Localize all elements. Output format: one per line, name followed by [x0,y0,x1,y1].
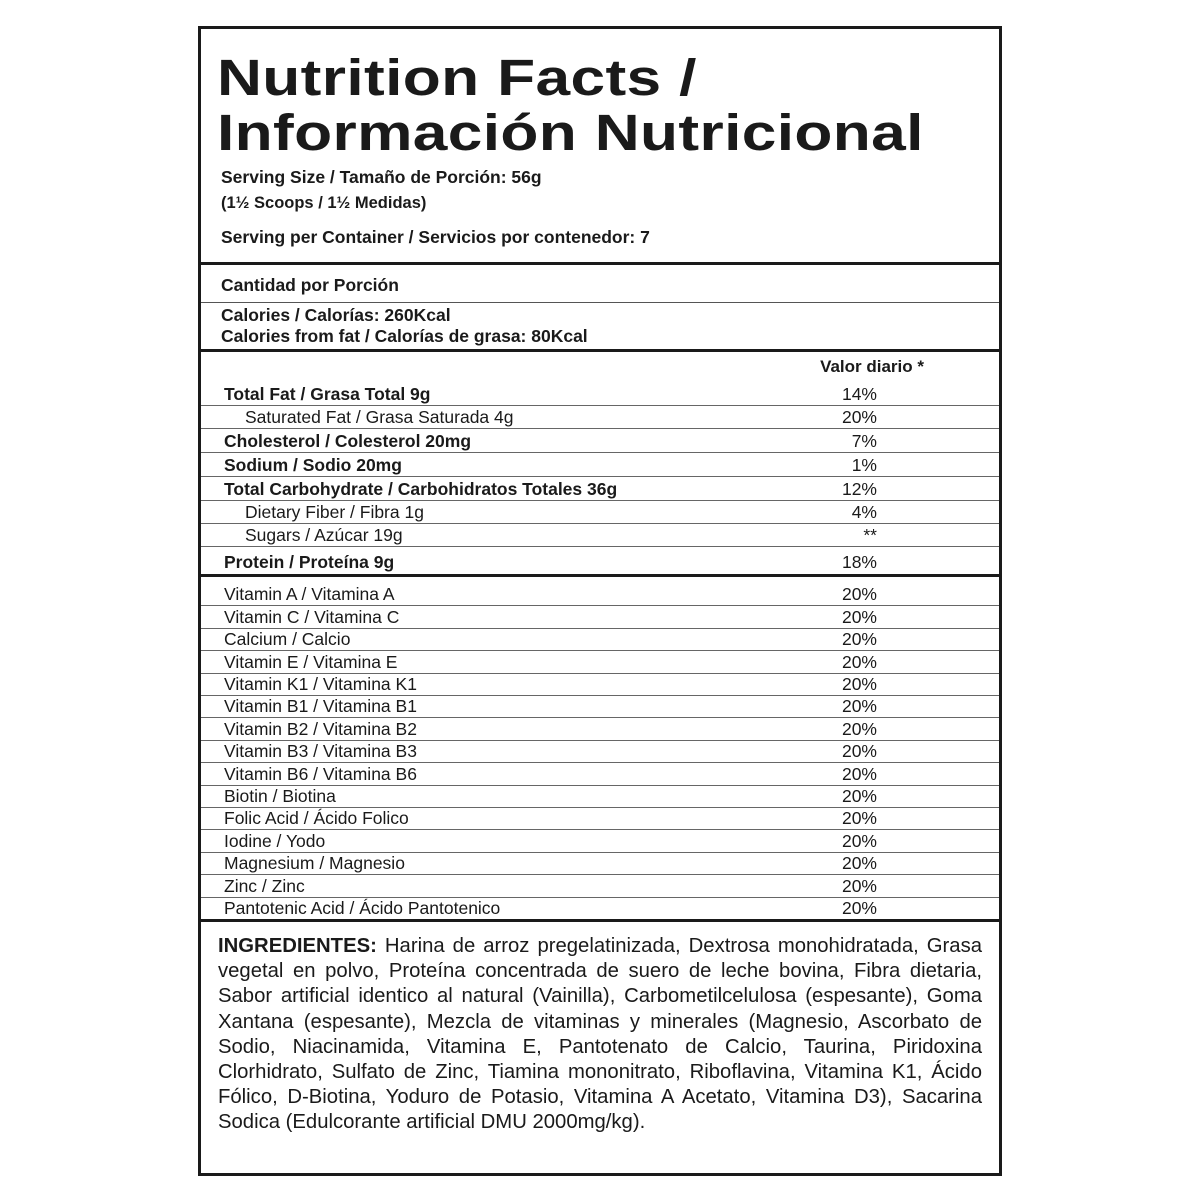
divider-thick [201,349,999,352]
row-daily-value: 4% [851,502,877,522]
row-daily-value: 20% [841,785,877,806]
daily-value-header: Valor diario * [820,357,924,376]
row-name: Cholesterol / Colesterol 20mg [224,431,472,451]
row-name: Vitamin B6 / Vitamina B6 [224,763,417,784]
row-daily-value: ** [863,525,877,545]
row-name: Vitamin C / Vitamina C [224,606,400,627]
nutrient-row [201,524,999,547]
vitamin-row [201,853,999,875]
nutrient-row [201,501,999,524]
divider-thick [201,262,999,265]
label-title-line-1: Nutrition Facts / [217,49,697,106]
calories: Calories / Calorías: 260Kcal [221,305,451,325]
vitamin-row [201,763,999,785]
row-daily-value: 14% [841,384,877,404]
serving-size: Serving Size / Tamaño de Porción: 56g [221,167,542,187]
row-daily-value: 20% [841,629,877,650]
amount-per-serving: Cantidad por Porción [221,275,399,295]
row-daily-value: 20% [841,651,877,672]
serving-scoops: (1½ Scoops / 1½ Medidas) [221,194,427,212]
row-name: Vitamin B2 / Vitamina B2 [224,718,417,739]
row-name: Saturated Fat / Grasa Saturada 4g [245,407,514,427]
vitamin-row [201,898,999,920]
vitamin-row [201,651,999,673]
vitamin-row [201,606,999,628]
nutrient-row [201,547,999,574]
nutrient-row [201,453,999,477]
ingredients-label: INGREDIENTES: [218,935,377,957]
row-name: Vitamin B1 / Vitamina B1 [224,696,417,717]
row-daily-value: 7% [851,431,877,451]
row-name: Iodine / Yodo [224,830,326,851]
row-daily-value: 12% [841,479,877,499]
row-name: Vitamin B3 / Vitamina B3 [224,741,417,762]
nutrient-row [201,406,999,429]
divider [201,302,999,303]
row-name: Dietary Fiber / Fibra 1g [245,502,424,522]
label-title-line-2: Información Nutricional [217,104,924,161]
divider-thick [201,574,999,577]
vitamin-row [201,741,999,763]
vitamin-row [201,584,999,606]
vitamin-row [201,875,999,897]
row-name: Magnesium / Magnesio [224,853,405,874]
vitamin-row [201,696,999,718]
ingredients [218,934,982,1136]
row-name: Vitamin K1 / Vitamina K1 [224,673,417,694]
row-daily-value: 20% [841,718,877,739]
row-name: Protein / Proteína 9g [224,552,395,572]
row-name: Sugars / Azúcar 19g [245,525,403,545]
vitamin-row [201,786,999,808]
nutrient-row [201,381,999,406]
ingredients-text: Harina de arroz pregelatinizada, Dextrosa monohidratada, Grasa vegetal en polvo, Proteína concentrada de suero de leche bovina, Fibra dietaria, Sabor artificial identico al natural (Vainilla), Carbometilcelulosa (espesante), Goma Xantana (espesante), Mezcla de vitaminas y minerales (Magnesio, Ascorbato de Sodio, Niacinamida, Vitamina E, Pantotenato de Calcio, Taurina, Piridoxina Clorhidrato, Sulfato de Zinc, Tiamina mononitrato, Riboflavina, Vitamina K1, Ácido Fólico, D-Biotina, Yoduro de Potasio, Vitamina A Acetato, Vitamina D3), Sacarina Sodica (Edulcorante artificial DMU 2000mg/kg). [218,935,982,1134]
row-name: Folic Acid / Ácido Folico [224,808,409,829]
row-name: Calcium / Calcio [224,629,351,650]
vitamin-row [201,674,999,696]
row-name: Vitamin A / Vitamina A [224,584,395,605]
row-daily-value: 1% [851,455,877,475]
row-daily-value: 20% [841,875,877,896]
row-daily-value: 20% [841,897,877,918]
calories-from-fat: Calories from fat / Calorías de grasa: 80Kcal [221,326,588,346]
row-name: Zinc / Zinc [224,875,305,896]
row-daily-value: 18% [841,552,877,572]
row-daily-value: 20% [841,696,877,717]
row-daily-value: 20% [841,606,877,627]
nutrition-label [198,26,1002,1176]
row-name: Biotin / Biotina [224,785,336,806]
row-daily-value: 20% [841,763,877,784]
vitamin-row [201,629,999,651]
row-daily-value: 20% [841,673,877,694]
vitamin-row [201,718,999,740]
vitamin-row [201,830,999,852]
row-daily-value: 20% [841,853,877,874]
servings-per-container: Serving per Container / Servicios por contenedor: 7 [221,227,650,247]
row-name: Pantotenic Acid / Ácido Pantotenico [224,897,501,918]
nutrient-row [201,429,999,453]
vitamin-row [201,808,999,830]
nutrient-row [201,477,999,501]
row-name: Total Carbohydrate / Carbohidratos Totales 36g [224,479,618,499]
row-daily-value: 20% [841,407,877,427]
divider-thick [201,919,999,922]
row-name: Sodium / Sodio 20mg [224,455,402,475]
row-daily-value: 20% [841,808,877,829]
row-daily-value: 20% [841,830,877,851]
row-name: Vitamin E / Vitamina E [224,651,398,672]
row-daily-value: 20% [841,741,877,762]
row-name: Total Fat / Grasa Total 9g [224,384,431,404]
row-daily-value: 20% [841,584,877,605]
